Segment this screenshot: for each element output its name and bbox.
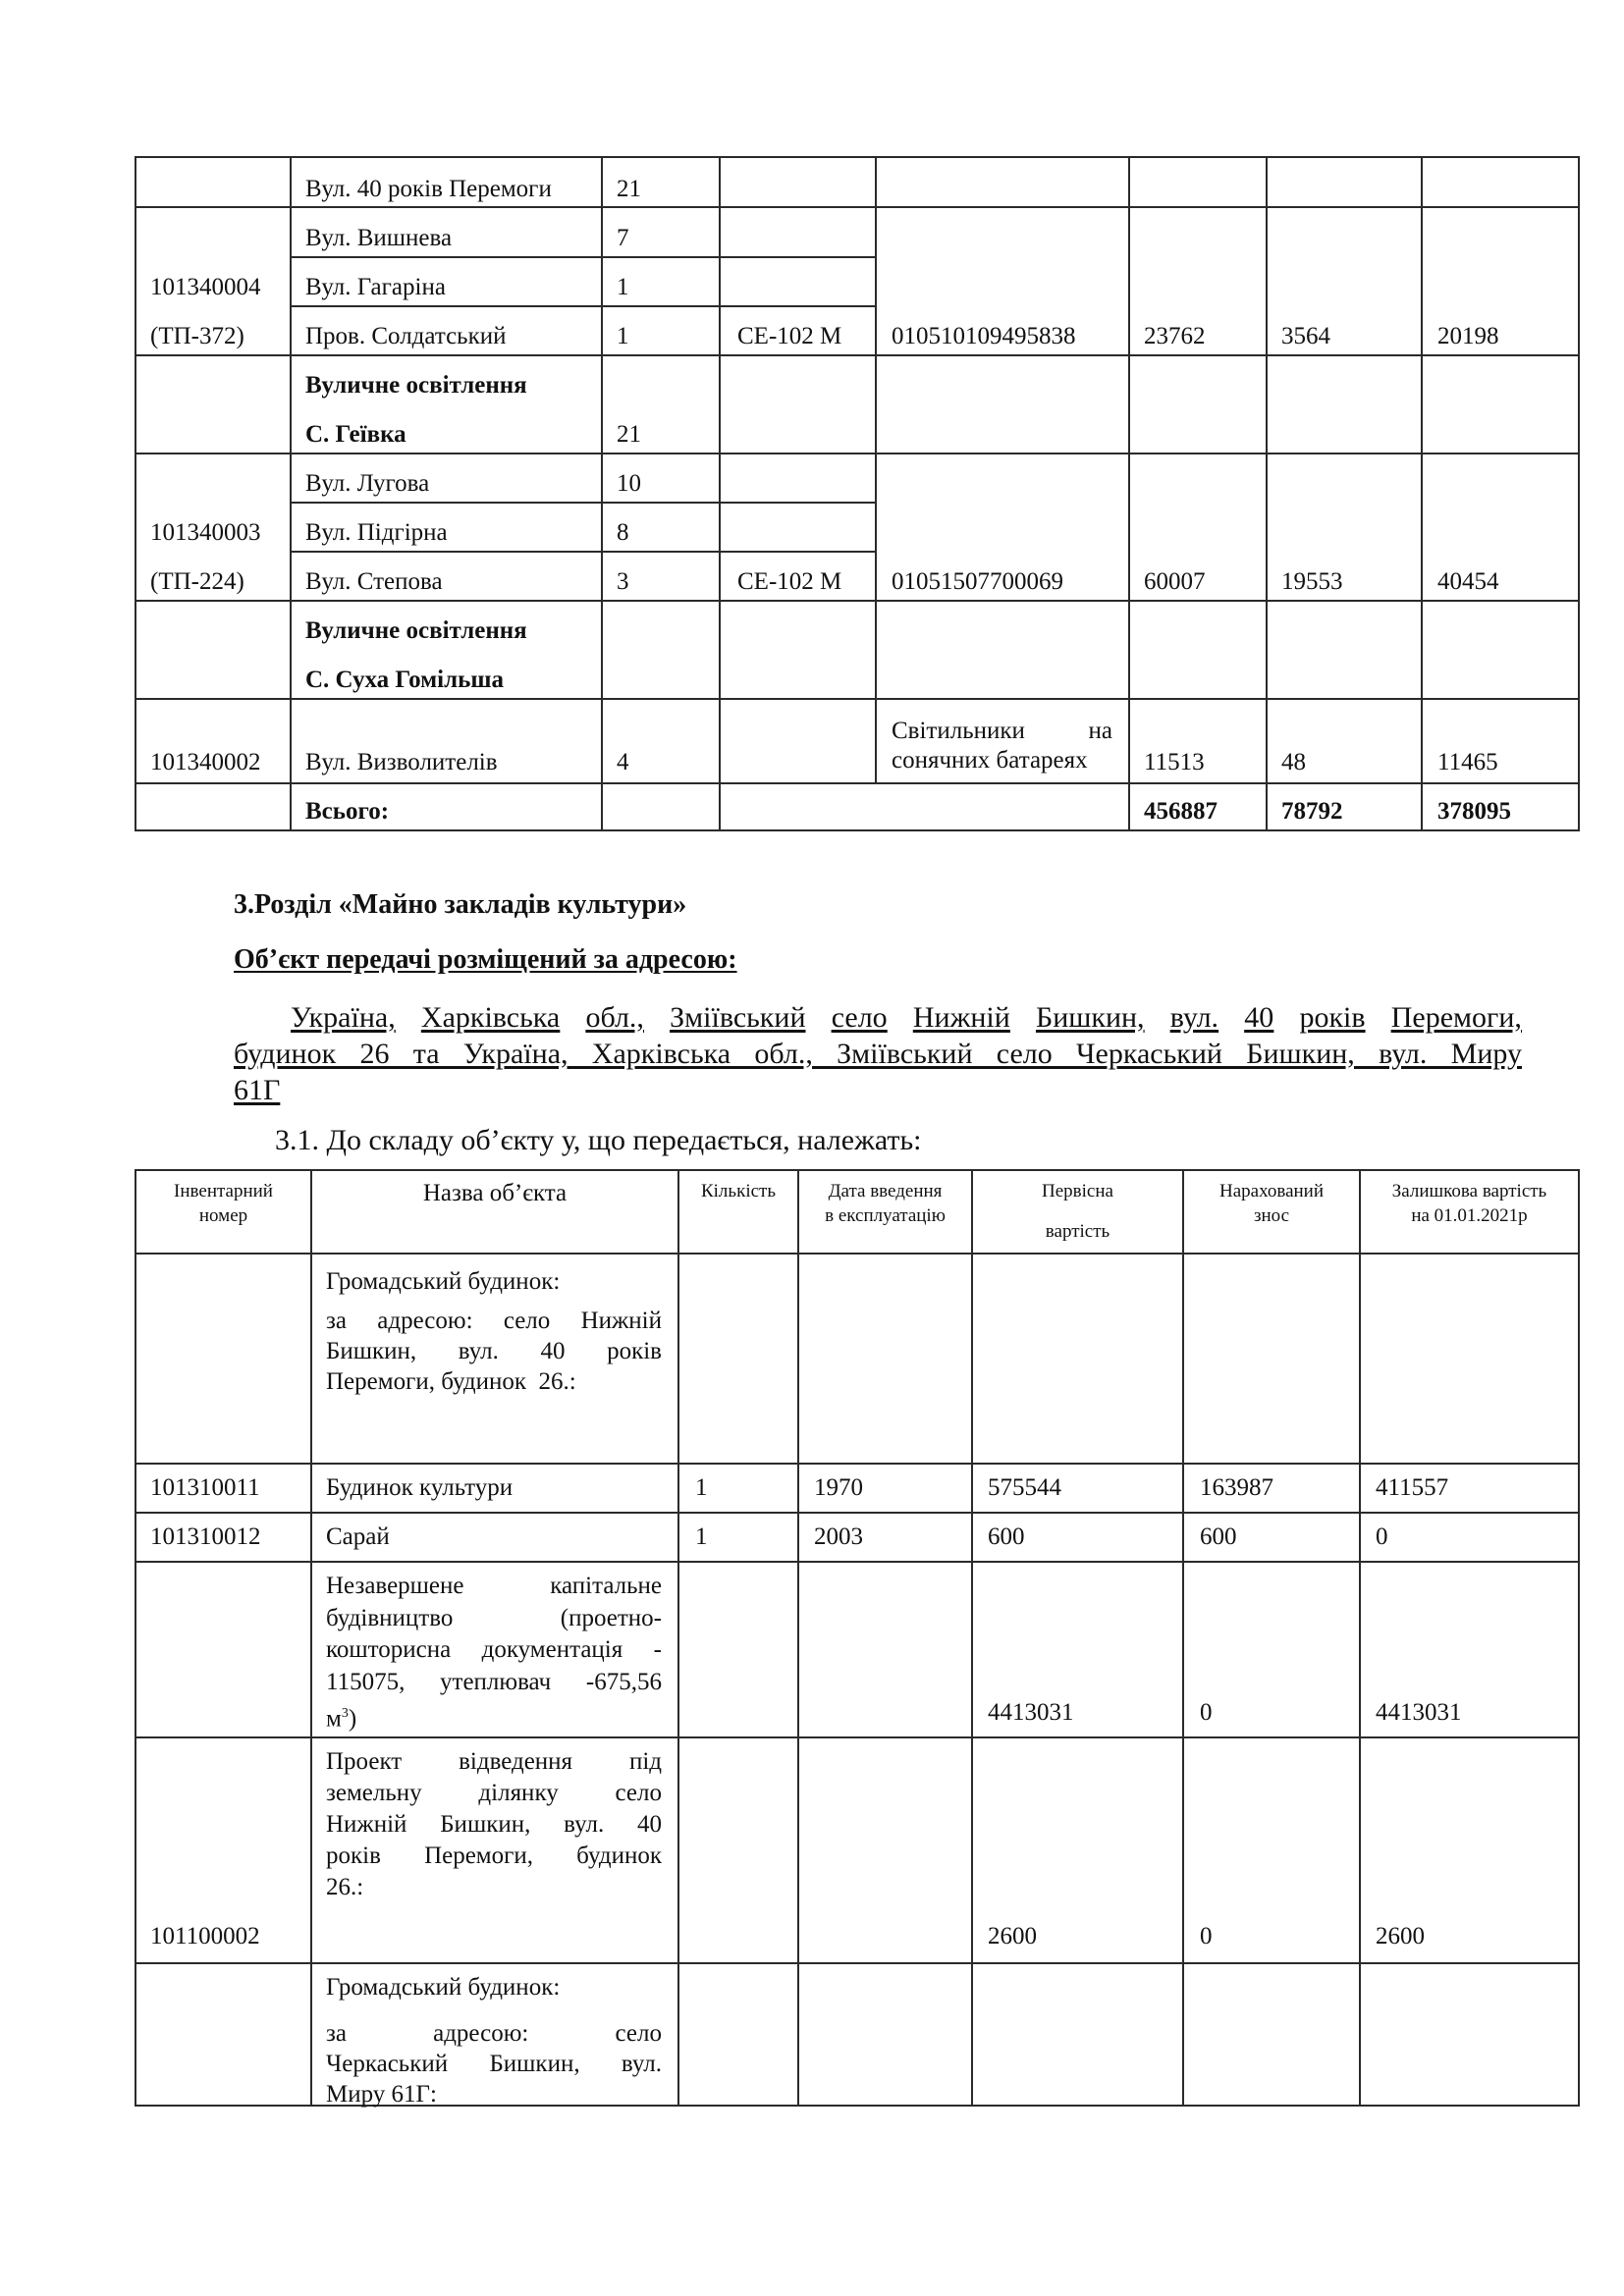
word: капітальне	[550, 1573, 662, 1599]
object-name-line	[326, 1336, 662, 1366]
header-text: Залишкова вартість	[1391, 1181, 1547, 1201]
object-title: Громадський будинок:	[326, 1974, 561, 2001]
initial-value: 4413031	[988, 1699, 1074, 1726]
table-border	[875, 156, 877, 784]
inventory-number: 101340003	[150, 519, 261, 546]
meter-serial: 010510109495838	[892, 323, 1076, 349]
header-text: знос	[1253, 1205, 1290, 1226]
initial-value: 23762	[1144, 323, 1206, 349]
residual-value: 40454	[1437, 568, 1499, 595]
table-border	[135, 600, 1578, 602]
lamp-description-line: сонячних батареях	[892, 747, 1088, 774]
street-count: 8	[617, 519, 629, 546]
header-inventory-number	[136, 1179, 310, 1228]
wear-value: 3564	[1281, 323, 1330, 349]
residual-value: 4413031	[1376, 1699, 1462, 1726]
word: Бишкин,	[326, 1338, 417, 1364]
header-text: номер	[198, 1205, 248, 1226]
table-border	[135, 1463, 1578, 1465]
table-border	[290, 502, 875, 504]
header-text: Дата введення	[828, 1181, 943, 1201]
object-name-line	[326, 1306, 662, 1336]
table-border	[135, 782, 1578, 784]
word: 115075,	[326, 1668, 406, 1695]
commission-date: 2003	[814, 1523, 863, 1550]
unit: м	[326, 1705, 342, 1733]
object-name-line	[326, 1809, 662, 1841]
word: вул.	[564, 1811, 605, 1838]
total-initial: 456887	[1144, 798, 1218, 825]
header-residual-value	[1361, 1179, 1578, 1228]
header-accumulated-wear	[1184, 1179, 1359, 1228]
address-word: 40	[1244, 1001, 1274, 1034]
village-count: 21	[617, 421, 641, 448]
inventory-number: 101310011	[150, 1474, 260, 1501]
street-count: 1	[617, 323, 629, 349]
word: село	[615, 1780, 662, 1806]
street-name: Вул. Підгірна	[305, 519, 448, 546]
word: вул.	[458, 1338, 499, 1364]
street-name: Вул. Визволителів	[305, 749, 498, 775]
object-name: Сарай	[326, 1523, 390, 1550]
table-border	[135, 1253, 1578, 1255]
word: адресою:	[377, 1308, 473, 1334]
meter-model: CE-102 M	[737, 323, 842, 349]
table-border	[1182, 1169, 1184, 2107]
table-border	[310, 1169, 312, 2107]
table-border	[135, 354, 1578, 356]
section-title: 3.Розділ «Майно закладів культури»	[234, 889, 687, 920]
header-initial-value	[973, 1179, 1182, 1244]
word: під	[628, 1748, 662, 1775]
header-quantity: Кількість	[700, 1181, 776, 1201]
table-border	[1128, 156, 1130, 831]
commission-date: 1970	[814, 1474, 863, 1501]
lamp-description-word: Світильники	[892, 718, 1025, 744]
initial-value: 575544	[988, 1474, 1061, 1501]
word: вул.	[621, 2051, 662, 2077]
residual-value: 20198	[1437, 323, 1499, 349]
address-word: Харківська	[420, 1001, 561, 1034]
table-border	[135, 1736, 1578, 1738]
wear-value: 163987	[1200, 1474, 1273, 1501]
meter-model: CE-102 M	[737, 568, 842, 595]
address-word: вул.	[1169, 1001, 1219, 1034]
object-name-line: 26.:	[326, 1874, 364, 1900]
composition-label: 3.1. До складу об’єкту у, що передається, належать:	[275, 1124, 922, 1156]
word: кошторисна	[326, 1636, 452, 1663]
word: 40	[636, 1811, 662, 1838]
initial-value: 60007	[1144, 568, 1206, 595]
object-name-line	[326, 1634, 662, 1667]
object-name-line	[326, 1571, 662, 1603]
header-text: Інвентарний	[174, 1181, 273, 1201]
word: будівництво	[326, 1604, 454, 1631]
wear-value: 19553	[1281, 568, 1343, 595]
object-name-line	[326, 2049, 662, 2079]
word: Нижній	[580, 1308, 662, 1334]
object-title: Громадський будинок:	[326, 1268, 561, 1295]
closing-paren: )	[348, 1705, 357, 1733]
table-border	[135, 829, 1578, 831]
object-name-line	[326, 1667, 662, 1699]
substation-code: (ТП-372)	[150, 323, 244, 349]
word: -675,56	[585, 1668, 662, 1695]
wear-value: 600	[1200, 1523, 1237, 1550]
table-border	[135, 206, 1578, 208]
total-residual: 378095	[1437, 798, 1511, 825]
table-border	[601, 156, 603, 831]
inventory-number: 101340002	[150, 749, 261, 775]
residual-value: 411557	[1376, 1474, 1449, 1501]
object-name-line: Миру 61Г:	[326, 2081, 437, 2108]
header-text: Первісна	[1042, 1181, 1113, 1201]
word: за	[326, 2020, 347, 2047]
address-line: 61Г	[234, 1074, 281, 1106]
table-border	[1578, 1169, 1580, 2107]
street-name: Вул. Лугова	[305, 470, 430, 497]
word: -	[653, 1636, 662, 1663]
address-word: років	[1299, 1001, 1366, 1034]
table-border	[135, 1169, 136, 2107]
street-name: Вул. Степова	[305, 568, 443, 595]
wear-value: 48	[1281, 749, 1306, 775]
street-count: 1	[617, 274, 629, 300]
word: (проетно-	[560, 1604, 662, 1631]
word: Проект	[326, 1748, 403, 1775]
word: село	[503, 1308, 551, 1334]
address-word: село	[831, 1001, 888, 1034]
object-name-line	[326, 1603, 662, 1635]
header-text: в експлуатацію	[825, 1205, 946, 1226]
street-count: 21	[617, 176, 641, 202]
section-label: Вуличне освітлення	[305, 617, 527, 644]
table-border	[971, 1169, 973, 2107]
address-word: Бишкин,	[1035, 1001, 1145, 1034]
object-name	[326, 1571, 662, 1735]
table-border	[1578, 156, 1580, 831]
section-label: Вуличне освітлення	[305, 372, 527, 399]
word: за	[326, 1308, 347, 1334]
village-name: С. Геївка	[305, 421, 406, 448]
table-border	[135, 1561, 1578, 1563]
word: років	[326, 1842, 381, 1869]
lamp-description-word: на	[1088, 718, 1112, 744]
object-name-line	[326, 2018, 662, 2049]
substation-code: (ТП-224)	[150, 568, 244, 595]
table-border	[135, 156, 1578, 158]
table-border	[290, 551, 875, 553]
table-border	[135, 156, 136, 831]
inventory-number: 101340004	[150, 274, 261, 300]
residual-value: 11465	[1437, 749, 1498, 775]
street-name: Вул. Гагаріна	[305, 274, 446, 300]
street-count: 10	[617, 470, 641, 497]
object-name-line: Перемоги, будинок 26.:	[326, 1368, 576, 1395]
object-name-line	[326, 1841, 662, 1872]
initial-value: 2600	[988, 1923, 1037, 1949]
table-border	[135, 1962, 1578, 1964]
street-count: 4	[617, 749, 629, 775]
header-text: Нарахований	[1218, 1181, 1325, 1201]
table-border	[677, 1169, 679, 2107]
word: земельну	[326, 1780, 422, 1806]
word: відведення	[459, 1748, 573, 1775]
address-line	[234, 999, 1522, 1036]
word: Бишкин,	[440, 1811, 531, 1838]
initial-value: 11513	[1144, 749, 1205, 775]
word: Бишкин,	[489, 2051, 580, 2077]
object-name	[326, 1746, 662, 1903]
object-name-line	[326, 1778, 662, 1809]
inventory-number: 101310012	[150, 1523, 261, 1550]
table-border	[1421, 156, 1423, 831]
object-name	[326, 1972, 662, 2109]
header-text: вартість	[1045, 1221, 1110, 1242]
street-name: Пров. Солдатський	[305, 323, 507, 349]
address-word: обл.,	[585, 1001, 644, 1034]
header-commission-date	[799, 1179, 971, 1228]
header-text: на 01.01.2021р	[1411, 1205, 1528, 1226]
address-word: Перемоги,	[1390, 1001, 1522, 1034]
table-border	[797, 1169, 799, 2107]
quantity: 1	[695, 1523, 708, 1550]
table-border	[135, 453, 1578, 454]
object-name: Будинок культури	[326, 1474, 514, 1501]
residual-value: 0	[1376, 1523, 1388, 1550]
word: Перемоги,	[424, 1842, 534, 1869]
wear-value: 0	[1200, 1923, 1213, 1949]
lamp-description	[892, 717, 1112, 775]
object-name-line	[326, 1698, 662, 1735]
word: років	[607, 1338, 662, 1364]
word: ділянку	[478, 1780, 559, 1806]
word: Незавершене	[326, 1573, 464, 1599]
table-border	[135, 698, 1578, 700]
wear-value: 0	[1200, 1699, 1213, 1726]
address-word: Зміївський	[670, 1001, 806, 1034]
address-word: Нижній	[912, 1001, 1010, 1034]
total-wear: 78792	[1281, 798, 1343, 825]
word: Нижній	[326, 1811, 407, 1838]
total-label: Всього:	[305, 798, 390, 825]
word: село	[615, 2020, 662, 2047]
village-name: С. Суха Гомільша	[305, 667, 504, 693]
street-name: Вул. 40 років Перемоги	[305, 176, 552, 202]
table-border	[719, 156, 721, 831]
table-border	[290, 156, 292, 831]
address-subtitle: Об’єкт передачі розміщений за адресою:	[234, 944, 737, 975]
word: утеплювач	[440, 1668, 552, 1695]
table-border	[135, 1169, 1578, 1171]
table-border	[290, 305, 875, 307]
address-line: будинок 26 та Україна, Харківська обл., Зміївський село Черкаський Бишкин, вул. Миру	[234, 1038, 1522, 1070]
unit-exponent: 3	[341, 1706, 349, 1721]
word: документація	[481, 1636, 623, 1663]
street-name: Вул. Вишнева	[305, 225, 453, 251]
address-word: Україна,	[291, 1001, 396, 1034]
meter-serial: 01051507700069	[892, 568, 1063, 595]
initial-value: 600	[988, 1523, 1025, 1550]
street-count: 7	[617, 225, 629, 251]
table-border	[1359, 1169, 1361, 2107]
object-name-line	[326, 1746, 662, 1778]
quantity: 1	[695, 1474, 708, 1501]
table-border	[1266, 156, 1268, 831]
word: 40	[540, 1338, 566, 1364]
word: будинок	[576, 1842, 662, 1869]
street-count: 3	[617, 568, 629, 595]
header-object-name: Назва об’єкта	[422, 1180, 568, 1206]
address-line-text	[291, 999, 1522, 1036]
table-border	[290, 256, 875, 258]
inventory-number: 101100002	[150, 1923, 260, 1949]
word: Черкаський	[326, 2051, 449, 2077]
word: адресою:	[433, 2020, 529, 2047]
object-name	[326, 1266, 662, 1397]
residual-value: 2600	[1376, 1923, 1425, 1949]
table-border	[135, 1512, 1578, 1514]
